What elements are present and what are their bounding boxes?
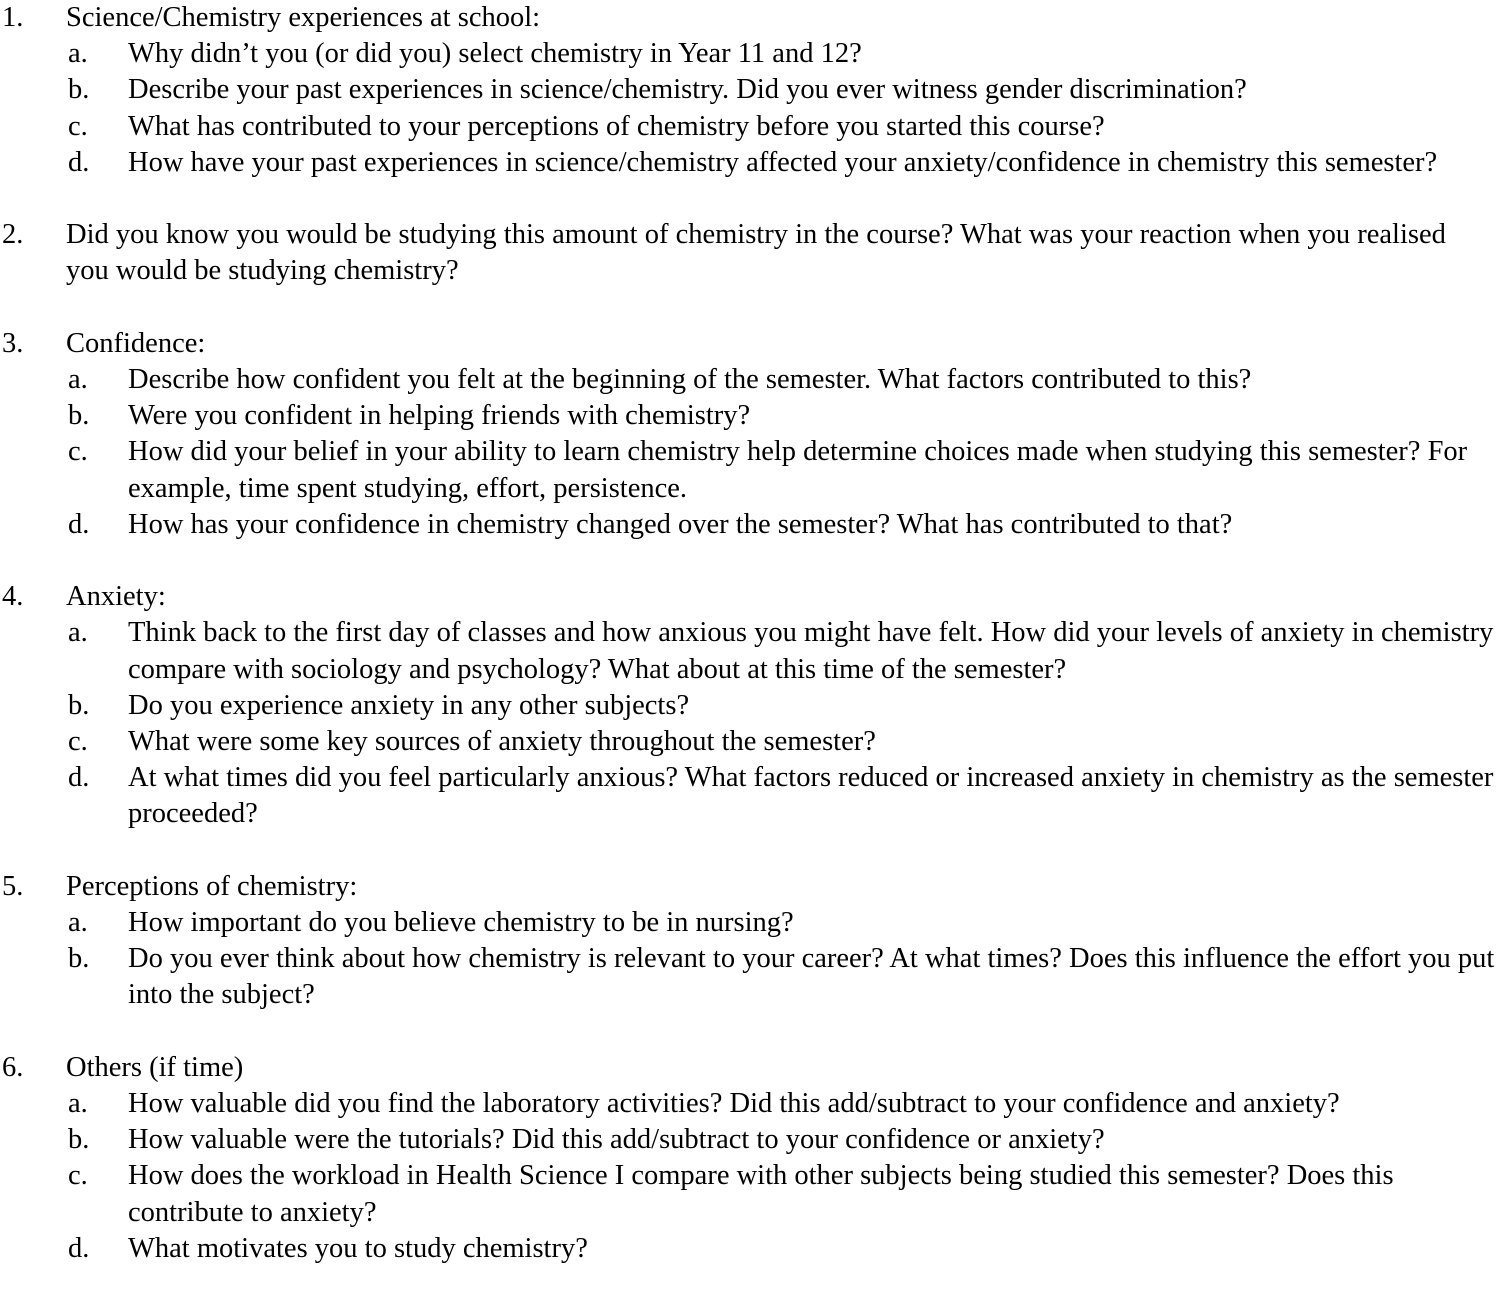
list-item	[0, 615, 1505, 687]
section-6	[0, 1050, 1505, 1267]
list-item	[0, 688, 1505, 724]
item-text: What motivates you to study chemistry?	[128, 1232, 588, 1264]
list-item	[0, 109, 1505, 145]
list-item	[0, 1158, 1505, 1230]
item-text: Were you confident in helping friends with chemistry?	[128, 400, 751, 432]
section-4	[0, 579, 1505, 832]
section-number: 1.	[2, 2, 24, 33]
section-3	[0, 326, 1505, 543]
item-letter: b.	[68, 74, 90, 106]
section-heading	[0, 869, 1505, 905]
section-heading	[0, 579, 1505, 615]
section-heading	[0, 326, 1505, 362]
item-letter: d.	[68, 1232, 90, 1264]
item-letter: b.	[68, 400, 90, 432]
item-text: Think back to the first day of classes and how anxious you might have felt. How did your levels of anxiety in chemistry compare with sociology and psychology? What about at this time of the semester?	[128, 617, 1494, 685]
section-heading	[0, 1050, 1505, 1086]
section-5	[0, 869, 1505, 1014]
item-letter: d.	[68, 146, 90, 178]
list-item	[0, 1122, 1505, 1158]
list-item	[0, 905, 1505, 941]
list-item	[0, 760, 1505, 832]
item-text: Describe how confident you felt at the beginning of the semester. What factors contributed to this?	[128, 364, 1252, 395]
section-1	[0, 0, 1505, 181]
list-item	[0, 941, 1505, 1013]
section-number: 6.	[2, 1051, 24, 1083]
item-text: How did your belief in your ability to learn chemistry help determine choices made when studying this semester? For example, time spent studying, effort, persistence.	[128, 436, 1468, 504]
section-number: 2.	[2, 219, 24, 251]
item-letter: b.	[68, 943, 90, 975]
section-number: 5.	[2, 870, 24, 902]
section-title: Anxiety:	[66, 581, 166, 613]
list-item	[0, 507, 1505, 543]
item-text: At what times did you feel particularly anxious? What factors reduced or increased anxiety in chemistry as the semester proceeded?	[128, 762, 1494, 830]
item-letter: c.	[68, 1160, 88, 1192]
item-letter: a.	[68, 38, 88, 70]
item-text: What were some key sources of anxiety throughout the semester?	[128, 726, 876, 758]
list-item	[0, 72, 1505, 108]
item-text: Do you ever think about how chemistry is relevant to your career? At what times? Does this influence the effort you put into the subject?	[128, 943, 1495, 1011]
section-title: Perceptions of chemistry:	[66, 870, 358, 902]
list-item	[0, 724, 1505, 760]
section-title: Science/Chemistry experiences at school:	[66, 2, 541, 33]
item-letter: c.	[68, 726, 88, 758]
list-item	[0, 398, 1505, 434]
list-item	[0, 434, 1505, 506]
item-letter: a.	[68, 364, 88, 395]
section-title: Did you know you would be studying this amount of chemistry in the course? What was your reaction when you realised you would be studying chemistry?	[66, 219, 1446, 287]
item-letter: a.	[68, 907, 88, 939]
item-letter: b.	[68, 689, 90, 721]
list-item	[0, 1231, 1505, 1267]
section-heading	[0, 217, 1505, 289]
section-title: Others (if time)	[66, 1051, 244, 1083]
section-title: Confidence:	[66, 327, 206, 359]
item-text: Do you experience anxiety in any other subjects?	[128, 689, 690, 721]
item-text: Why didn’t you (or did you) select chemistry in Year 11 and 12?	[128, 38, 862, 70]
item-text: How valuable did you find the laboratory activities? Did this add/subtract to your confidence and anxiety?	[128, 1088, 1340, 1120]
item-text: How does the workload in Health Science I compare with other subjects being studied this semester? Does this contribute to anxiety?	[128, 1160, 1394, 1228]
section-number: 3.	[2, 327, 24, 359]
item-text: How important do you believe chemistry to be in nursing?	[128, 907, 794, 939]
item-text: How have your past experiences in science/chemistry affected your anxiety/confidence in chemistry this semester?	[128, 146, 1438, 178]
item-text: What has contributed to your perceptions of chemistry before you started this course?	[128, 110, 1105, 142]
list-item	[0, 36, 1505, 72]
item-text: How valuable were the tutorials? Did this add/subtract to your confidence or anxiety?	[128, 1124, 1105, 1156]
item-letter: a.	[68, 617, 88, 649]
item-letter: d.	[68, 762, 90, 794]
item-letter: d.	[68, 508, 90, 540]
list-item	[0, 1086, 1505, 1122]
item-letter: c.	[68, 436, 88, 468]
list-item	[0, 145, 1505, 181]
section-heading	[0, 0, 1505, 36]
item-letter: b.	[68, 1124, 90, 1156]
item-text: Describe your past experiences in science/chemistry. Did you ever witness gender discrimination?	[128, 74, 1247, 106]
item-letter: a.	[68, 1088, 88, 1120]
item-letter: c.	[68, 110, 88, 142]
item-text: How has your confidence in chemistry changed over the semester? What has contributed to that?	[128, 508, 1233, 540]
list-item	[0, 362, 1505, 398]
section-2	[0, 217, 1505, 289]
section-number: 4.	[2, 581, 24, 613]
